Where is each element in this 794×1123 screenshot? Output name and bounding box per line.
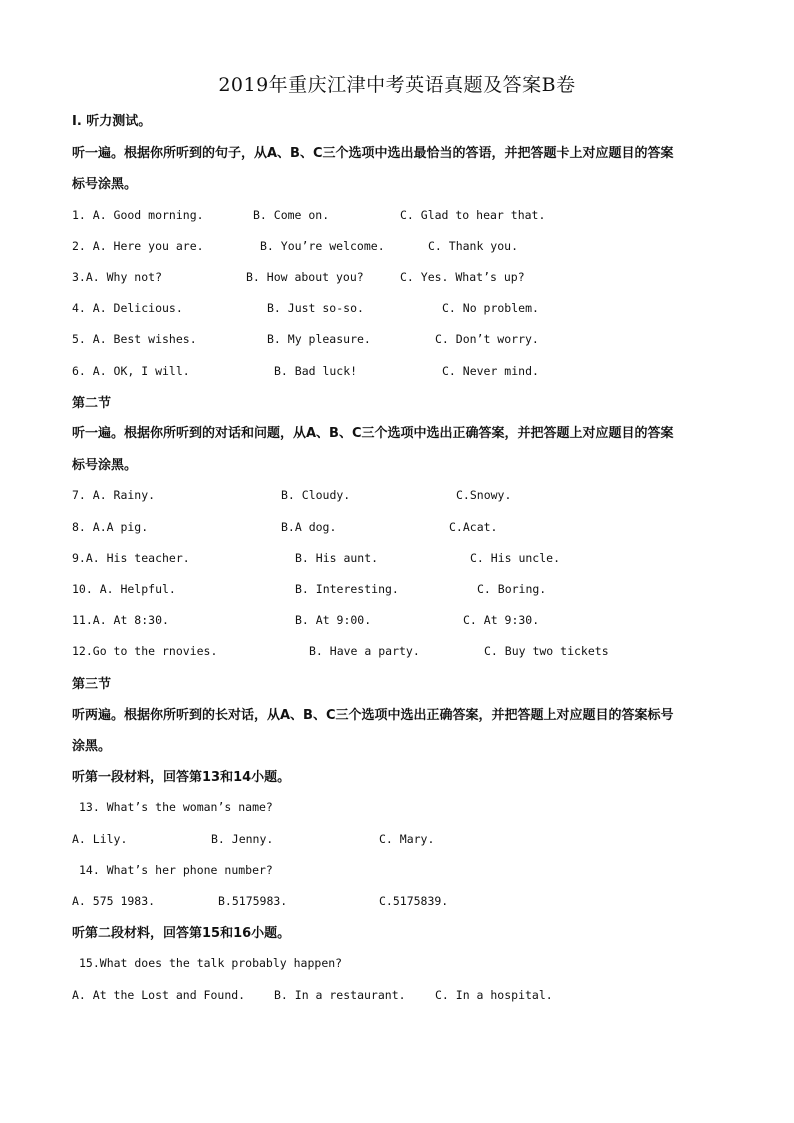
question-4-option-c: C. No problem. — [442, 301, 539, 315]
question-1-option-b: B. Come on. — [253, 208, 330, 222]
question-5-option-b: B. My pleasure. — [267, 332, 371, 346]
question-13-stem: 13. What’s the woman’s name? — [79, 800, 273, 814]
question-3-option-b: B. How about you? — [246, 270, 364, 284]
question-12-option-c: C. Buy two tickets — [484, 644, 609, 658]
question-13-option-c: C. Mary. — [379, 832, 435, 846]
question-14-option-c: C.5175839. — [379, 894, 449, 908]
question-2-option-c: C. Thank you. — [428, 239, 519, 253]
question-9-option-c: C. His uncle. — [470, 551, 561, 565]
question-5-option-a: 5. A. Best wishes. — [72, 332, 197, 346]
question-7-option-c: C.Snowy. — [456, 488, 512, 502]
instructions-line: 听一遍。根据你所听到的句子，从A、B、C三个选项中选出最恰当的答语，并把答题卡上对应题目的答案 — [72, 146, 674, 161]
question-11-option-b: B. At 9:00. — [295, 613, 372, 627]
question-12-option-b: B. Have a party. — [309, 644, 420, 658]
question-4-option-a: 4. A. Delicious. — [72, 301, 183, 315]
question-13-option-a: A. Lily. — [72, 832, 128, 846]
question-8-option-a: 8. A.A pig. — [72, 520, 149, 534]
question-9-option-a: 9.A. His teacher. — [72, 551, 190, 565]
question-15-option-a: A. At the Lost and Found. — [72, 988, 246, 1002]
question-14-stem: 14. What’s her phone number? — [79, 863, 273, 877]
question-2-option-b: B. You’re welcome. — [260, 239, 385, 253]
section-heading-listening: I. 听力测试。 — [72, 114, 152, 129]
question-8-option-c: C.Acat. — [449, 520, 498, 534]
material-heading-2: 听第二段材料，回答第15和16小题。 — [72, 926, 291, 941]
instructions-line: 涂黑。 — [72, 739, 112, 754]
question-7-option-b: B. Cloudy. — [281, 488, 351, 502]
question-5-option-c: C. Don’t worry. — [435, 332, 539, 346]
instructions-line: 标号涂黑。 — [72, 177, 138, 192]
instructions-line: 标号涂黑。 — [72, 458, 138, 473]
question-11-option-a: 11.A. At 8:30. — [72, 613, 169, 627]
question-7-option-a: 7. A. Rainy. — [72, 488, 156, 502]
question-8-option-b: B.A dog. — [281, 520, 337, 534]
question-9-option-b: B. His aunt. — [295, 551, 379, 565]
page-title: 2019年重庆江津中考英语真题及答案B卷 — [218, 74, 576, 96]
question-14-option-a: A. 575 1983. — [72, 894, 156, 908]
material-heading-1: 听第一段材料，回答第13和14小题。 — [72, 770, 291, 785]
question-3-option-a: 3.A. Why not? — [72, 270, 163, 284]
instructions-line: 听两遍。根据你所听到的长对话，从A、B、C三个选项中选出正确答案，并把答题上对应题目的答案标号 — [72, 708, 674, 723]
question-6-option-b: B. Bad luck! — [274, 364, 358, 378]
question-11-option-c: C. At 9:30. — [463, 613, 540, 627]
question-14-option-b: B.5175983. — [218, 894, 288, 908]
question-15-option-b: B. In a restaurant. — [274, 988, 406, 1002]
question-3-option-c: C. Yes. What’s up? — [400, 270, 525, 284]
question-12-option-a: 12.Go to the rnovies. — [72, 644, 218, 658]
question-15-option-c: C. In a hospital. — [435, 988, 553, 1002]
question-6-option-a: 6. A. OK, I will. — [72, 364, 190, 378]
question-6-option-c: C. Never mind. — [442, 364, 539, 378]
question-10-option-c: C. Boring. — [477, 582, 547, 596]
section-heading-part2: 第二节 — [72, 396, 112, 411]
question-15-stem: 15.What does the talk probably happen? — [79, 956, 343, 970]
section-heading-part3: 第三节 — [72, 677, 112, 692]
question-2-option-a: 2. A. Here you are. — [72, 239, 204, 253]
question-4-option-b: B. Just so-so. — [267, 301, 364, 315]
question-10-option-b: B. Interesting. — [295, 582, 399, 596]
question-1-option-a: 1. A. Good morning. — [72, 208, 204, 222]
instructions-line: 听一遍。根据你所听到的对话和问题，从A、B、C三个选项中选出正确答案，并把答题上对应题目的答案 — [72, 426, 674, 441]
question-1-option-c: C. Glad to hear that. — [400, 208, 546, 222]
question-10-option-a: 10. A. Helpful. — [72, 582, 176, 596]
question-13-option-b: B. Jenny. — [211, 832, 274, 846]
